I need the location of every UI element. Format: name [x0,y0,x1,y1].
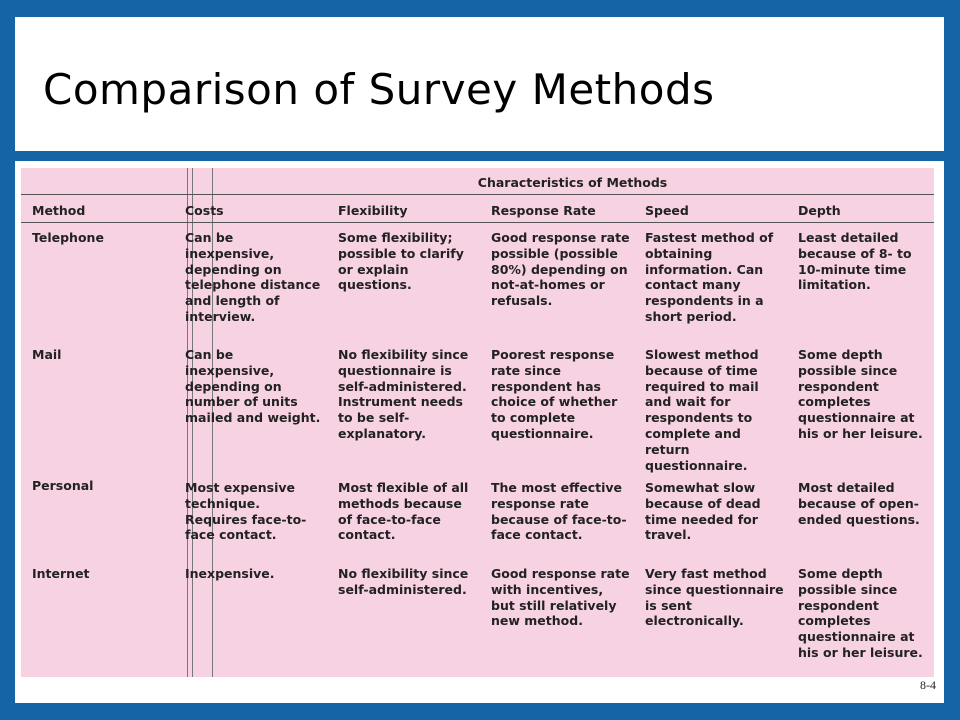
content-panel [15,161,944,703]
table-cell: Slowest method because of time required to mail and wait for respondents to complete and return questionnaire. [645,347,759,473]
table-cell: No flexibility since questionnaire is self-administered. Instrument needs to be self-explanatory. [338,347,469,441]
table-cell: Poorest response rate since respondent has choice of whether to complete questionnaire. [491,347,618,441]
header-method: Method [32,203,86,218]
table-cell: Can be inexpensive, depending on telephone distance and length of interview. [185,230,321,324]
table-cell: No flexibility since self-administered. [338,566,469,597]
comparison-table [21,168,934,677]
table-cell: Inexpensive. [185,566,275,581]
table-cell: Some flexibility; possible to clarify or explain questions. [338,230,464,293]
table-cell: Most detailed because of open-ended questions. [798,480,920,527]
header-rule [21,194,934,195]
header-costs: Costs [185,203,224,218]
title-panel [15,17,944,151]
header-speed: Speed [645,203,689,218]
table-cell: Fastest method of obtaining information. Can contact many respondents in a short period. [645,230,774,324]
table-cell: Somewhat slow because of dead time needed for travel. [645,480,761,543]
table-cell: Some depth possible since respondent completes questionnaire at his or her leisure. [798,347,923,441]
table-cell: Good response rate with incentives, but still relatively new method. [491,566,630,629]
table-cell: Very fast method since questionnaire is sent electronically. [645,566,784,629]
table-cell-method: Mail [32,347,62,362]
table-cell: Can be inexpensive, depending on number of units mailed and weight. [185,347,321,426]
table-cell: Most flexible of all methods because of face-to-face contact. [338,480,469,543]
header-response-rate: Response Rate [491,203,596,218]
page-number: 8-4 [920,678,936,692]
header-rule [21,222,934,223]
table-cell: Most expensive technique. Requires face-to-face contact. [185,480,307,543]
table-cell: Least detailed because of 8- to 10-minute time limitation. [798,230,912,293]
header-flexibility: Flexibility [338,203,408,218]
table-cell-method: Internet [32,566,90,581]
table-cell: Some depth possible since respondent completes questionnaire at his or her leisure. [798,566,923,660]
super-header: Characteristics of Methods [477,175,668,190]
table-cell: The most effective response rate because of face-to-face contact. [491,480,627,543]
table-cell: Good response rate possible (possible 80%) depending on not-at-homes or refusals. [491,230,630,309]
table-cell-method: Personal [32,478,94,493]
slide-title: Comparison of Survey Methods [43,65,715,114]
header-depth: Depth [798,203,841,218]
table-cell-method: Telephone [32,230,104,245]
